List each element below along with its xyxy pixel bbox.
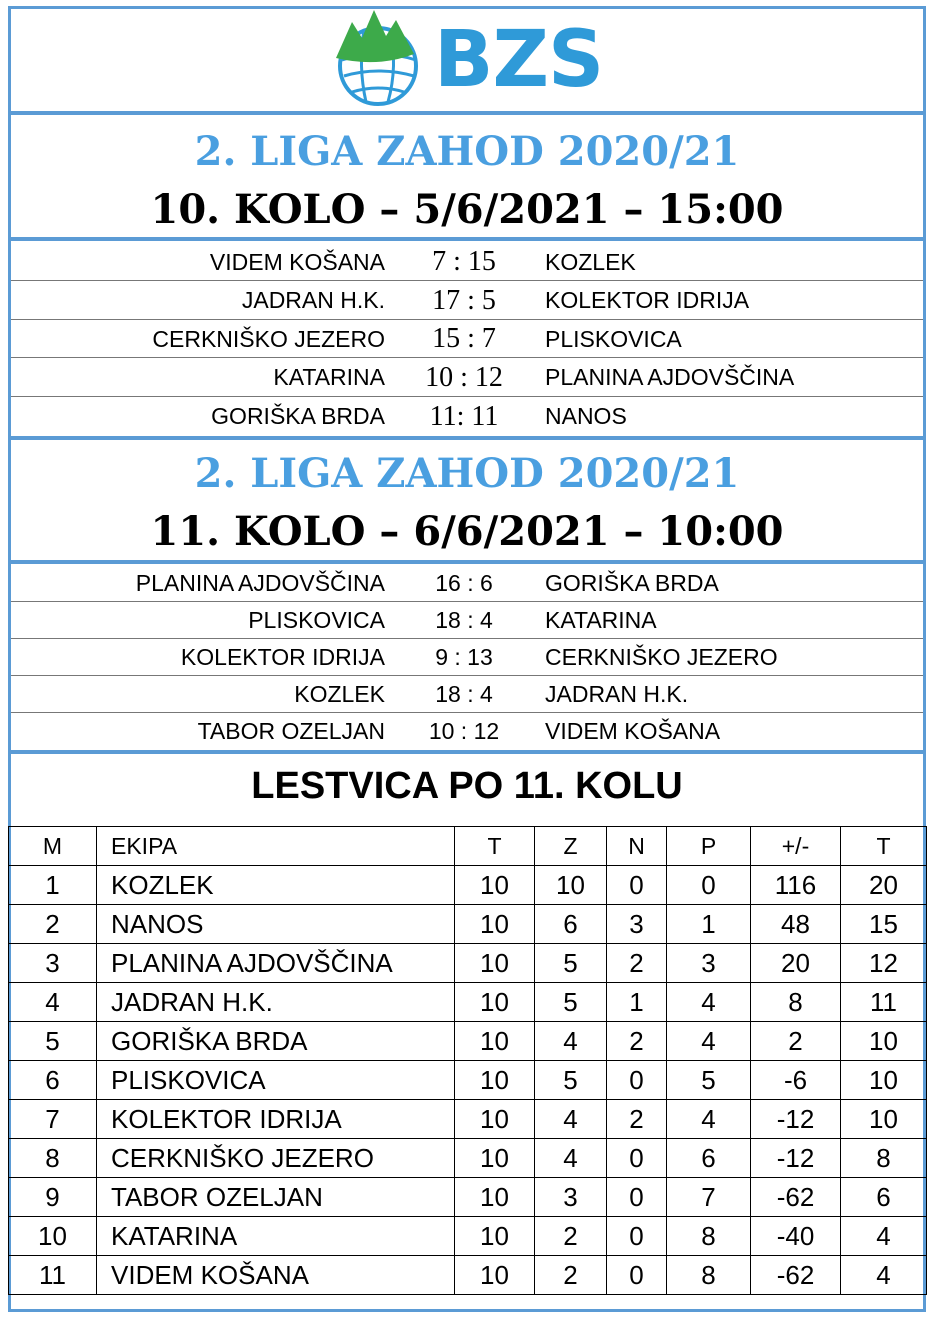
table-row [9, 1256, 927, 1295]
table-header-row [9, 827, 927, 866]
home-team: KATARINA [273, 364, 385, 390]
table-cell: 8 [751, 983, 841, 1022]
ball-mountain-icon [330, 8, 430, 108]
away-team: KOZLEK [545, 249, 636, 275]
table-cell: 10 [455, 1100, 535, 1139]
league-title: 2. LIGA ZAHOD 2020/21 [194, 450, 740, 497]
home-team: PLISKOVICA [248, 607, 385, 633]
rank: 11 [9, 1256, 97, 1295]
match-score: 18 : 4 [435, 681, 493, 707]
table-row [9, 1139, 927, 1178]
table-cell: 3 [535, 1178, 607, 1217]
table-cell: 8 [667, 1256, 751, 1295]
table-cell: -62 [751, 1256, 841, 1295]
home-team: GORIŠKA BRDA [211, 403, 385, 429]
table-cell: 10 [841, 1100, 927, 1139]
table-row [9, 1217, 927, 1256]
team-name: KOLEKTOR IDRIJA [97, 1100, 455, 1139]
divider [8, 560, 926, 564]
table-cell: 6 [667, 1139, 751, 1178]
table-cell: 10 [455, 944, 535, 983]
table-cell: 0 [607, 1256, 667, 1295]
rank: 3 [9, 944, 97, 983]
table-cell: 48 [751, 905, 841, 944]
col-header: N [607, 827, 667, 866]
away-team: VIDEM KOŠANA [545, 718, 721, 744]
table-cell: 4 [667, 983, 751, 1022]
round-title: 11. KOLO – 6/6/2021 – 10:00 [150, 508, 784, 555]
away-team: GORIŠKA BRDA [545, 570, 719, 596]
table-cell: 6 [841, 1178, 927, 1217]
team-name: TABOR OZELJAN [97, 1178, 455, 1217]
table-cell: 2 [607, 1100, 667, 1139]
table-row [9, 866, 927, 905]
table-cell: 2 [535, 1256, 607, 1295]
table-cell: 0 [607, 1217, 667, 1256]
rank: 10 [9, 1217, 97, 1256]
away-team: KOLEKTOR IDRIJA [545, 287, 750, 313]
match-row [11, 320, 923, 358]
table-cell: 10 [455, 1061, 535, 1100]
table-cell: 4 [535, 1100, 607, 1139]
table-row [9, 944, 927, 983]
table-cell: -12 [751, 1100, 841, 1139]
table-cell: 20 [841, 866, 927, 905]
match-score: 11: 11 [429, 401, 499, 432]
table-cell: 8 [667, 1217, 751, 1256]
table-cell: 0 [607, 1061, 667, 1100]
table-cell: 2 [607, 1022, 667, 1061]
table-cell: 2 [751, 1022, 841, 1061]
rank: 4 [9, 983, 97, 1022]
match-row [11, 713, 923, 750]
table-cell: 5 [535, 1061, 607, 1100]
match-row [11, 243, 923, 281]
table-cell: 6 [535, 905, 607, 944]
match-score: 10 : 12 [428, 718, 500, 744]
table-cell: -6 [751, 1061, 841, 1100]
col-header: T [841, 827, 927, 866]
match-row [11, 358, 923, 397]
standings-table [8, 826, 927, 1295]
table-cell: 7 [667, 1178, 751, 1217]
table-cell: 5 [667, 1061, 751, 1100]
table-cell: -40 [751, 1217, 841, 1256]
table-cell: 10 [841, 1061, 927, 1100]
rank: 9 [9, 1178, 97, 1217]
round-title: 10. KOLO – 5/6/2021 – 15:00 [150, 186, 784, 233]
home-team: TABOR OZELJAN [197, 718, 385, 744]
table-cell: 0 [607, 866, 667, 905]
table-cell: 2 [535, 1217, 607, 1256]
table-cell: 4 [535, 1139, 607, 1178]
rank: 5 [9, 1022, 97, 1061]
home-team: CERKNIŠKO JEZERO [152, 326, 385, 352]
team-name: CERKNIŠKO JEZERO [97, 1139, 455, 1178]
table-cell: 4 [841, 1256, 927, 1295]
table-cell: 4 [841, 1217, 927, 1256]
away-team: NANOS [545, 403, 627, 429]
team-name: VIDEM KOŠANA [97, 1256, 455, 1295]
match-row [11, 639, 923, 676]
col-header: Z [535, 827, 607, 866]
table-cell: 1 [607, 983, 667, 1022]
table-cell: 10 [535, 866, 607, 905]
away-team: CERKNIŠKO JEZERO [545, 644, 778, 670]
team-name: KOZLEK [97, 866, 455, 905]
divider [8, 237, 926, 241]
table-cell: 4 [667, 1100, 751, 1139]
team-name: NANOS [97, 905, 455, 944]
away-team: JADRAN H.K. [545, 681, 689, 707]
divider [8, 750, 926, 754]
table-row [9, 1100, 927, 1139]
match-row [11, 602, 923, 639]
standings-title: LESTVICA PO 11. KOLU [251, 765, 683, 807]
team-name: PLANINA AJDOVŠČINA [97, 944, 455, 983]
table-row [9, 1061, 927, 1100]
table-cell: 10 [455, 1022, 535, 1061]
table-row [9, 905, 927, 944]
table-cell: 3 [607, 905, 667, 944]
table-cell: 0 [607, 1139, 667, 1178]
table-cell: 3 [667, 944, 751, 983]
table-row [9, 983, 927, 1022]
divider [8, 436, 926, 440]
table-row [9, 1022, 927, 1061]
table-cell: 10 [455, 983, 535, 1022]
table-cell: 10 [455, 1217, 535, 1256]
match-score: 15 : 7 [432, 323, 496, 354]
rank: 2 [9, 905, 97, 944]
away-team: PLANINA AJDOVŠČINA [545, 364, 795, 390]
rank: 1 [9, 866, 97, 905]
rank: 8 [9, 1139, 97, 1178]
match-row [11, 281, 923, 320]
table-cell: 4 [535, 1022, 607, 1061]
table-cell: 15 [841, 905, 927, 944]
home-team: KOZLEK [294, 681, 385, 707]
match-row [11, 676, 923, 713]
table-cell: 10 [455, 1256, 535, 1295]
table-cell: 0 [667, 866, 751, 905]
away-team: PLISKOVICA [545, 326, 682, 352]
table-cell: 8 [841, 1139, 927, 1178]
table-cell: -62 [751, 1178, 841, 1217]
rank: 7 [9, 1100, 97, 1139]
table-cell: -12 [751, 1139, 841, 1178]
divider [8, 111, 926, 115]
table-cell: 10 [841, 1022, 927, 1061]
table-cell: 12 [841, 944, 927, 983]
table-cell: 1 [667, 905, 751, 944]
rank: 6 [9, 1061, 97, 1100]
match-score: 9 : 13 [435, 644, 493, 670]
table-row [9, 1178, 927, 1217]
match-score: 17 : 5 [432, 285, 496, 316]
col-header: +/- [751, 827, 841, 866]
table-cell: 4 [667, 1022, 751, 1061]
table-cell: 10 [455, 1178, 535, 1217]
match-score: 16 : 6 [435, 570, 493, 596]
col-header: P [667, 827, 751, 866]
home-team: JADRAN H.K. [241, 287, 385, 313]
table-cell: 10 [455, 1139, 535, 1178]
team-name: PLISKOVICA [97, 1061, 455, 1100]
home-team: PLANINA AJDOVŠČINA [135, 570, 385, 596]
match-score: 18 : 4 [435, 607, 493, 633]
league-title: 2. LIGA ZAHOD 2020/21 [194, 128, 740, 175]
table-cell: 0 [607, 1178, 667, 1217]
col-header: EKIPA [97, 827, 455, 866]
team-name: KATARINA [97, 1217, 455, 1256]
logo-text: BZS [434, 15, 604, 105]
table-cell: 5 [535, 944, 607, 983]
match-row [11, 565, 923, 602]
away-team: KATARINA [545, 607, 657, 633]
table-cell: 10 [455, 866, 535, 905]
match-score: 7 : 15 [432, 246, 496, 277]
match-score: 10 : 12 [425, 362, 503, 393]
match-row [11, 397, 923, 436]
table-cell: 5 [535, 983, 607, 1022]
col-header: M [9, 827, 97, 866]
table-cell: 11 [841, 983, 927, 1022]
col-header: T [455, 827, 535, 866]
table-cell: 10 [455, 905, 535, 944]
home-team: KOLEKTOR IDRIJA [180, 644, 385, 670]
team-name: JADRAN H.K. [97, 983, 455, 1022]
table-cell: 20 [751, 944, 841, 983]
table-cell: 116 [751, 866, 841, 905]
home-team: VIDEM KOŠANA [209, 249, 385, 275]
table-cell: 2 [607, 944, 667, 983]
bzs-logo [330, 8, 610, 108]
team-name: GORIŠKA BRDA [97, 1022, 455, 1061]
